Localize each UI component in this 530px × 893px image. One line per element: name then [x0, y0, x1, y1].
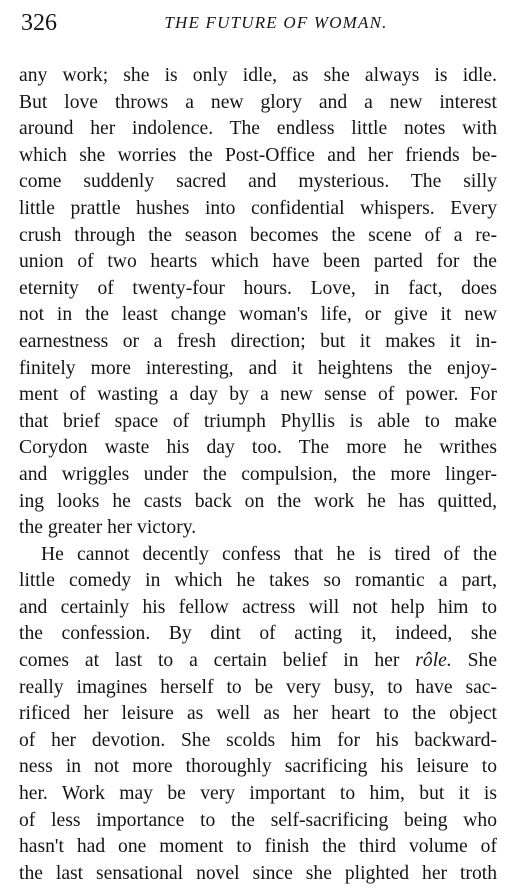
text-line: that brief space of triumph Phyllis is able to make	[19, 410, 497, 432]
text-line: the greater her victory.	[19, 517, 197, 539]
text-line: earnestness or a fresh direction; but it makes it in-	[19, 330, 497, 352]
text-line: any work; she is only idle, as she always is idle.	[19, 65, 497, 86]
text-line: of less importance to the self-sacrificing being who	[19, 809, 497, 831]
text-line: finitely more interesting, and it heightens the enjoy-	[19, 357, 497, 379]
text-line: But love throws a new glory and a new interest	[19, 91, 497, 113]
page-header	[21, 8, 505, 38]
text-line: and certainly his fellow actress will not help him to	[19, 596, 497, 618]
text-line: crush through the season becomes the scene of a re-	[19, 224, 497, 246]
text-line: little prattle hushes into confidential whispers. Every	[19, 197, 497, 219]
text-line: not in the least change woman's life, or give it new	[19, 304, 497, 326]
text-segment: She	[467, 650, 498, 672]
text-line	[19, 648, 497, 675]
text-line: her. Work may be very important to him, but it is	[19, 783, 497, 805]
page-number: 326	[21, 10, 57, 36]
text-line: ing looks he casts back on the work he has quitted,	[19, 490, 497, 512]
italic-word: rôle.	[415, 650, 452, 672]
text-line: really imagines herself to be very busy, to have sac-	[19, 676, 497, 698]
text-line: which she worries the Post-Office and her friends be-	[19, 144, 497, 166]
text-line: the confession. By dint of acting it, indeed, she	[19, 623, 497, 645]
text-line: hasn't had one moment to finish the third volume of	[19, 836, 497, 858]
text-line: ness in not more thoroughly sacrificing his leisure to	[19, 756, 497, 778]
text-line: come suddenly sacred and mysterious. The silly	[19, 171, 497, 193]
text-line: He cannot decently confess that he is tired of the	[41, 543, 497, 565]
text-line: rificed her leisure as well as her heart to the object	[19, 703, 497, 725]
text-line: eternity of twenty-four hours. Love, in fact, does	[19, 277, 497, 299]
text-line: around her indolence. The endless little notes with	[19, 118, 497, 140]
running-title: THE FUTURE OF WOMAN.	[164, 13, 388, 32]
text-line: ment of wasting a day by a new sense of power. For	[19, 384, 497, 406]
text-line: Corydon waste his day too. The more he writhes	[19, 437, 497, 459]
text-line: and wriggles under the compulsion, the more linger-	[19, 463, 497, 485]
text-line: union of two hearts which have been parted for the	[19, 251, 497, 273]
text-segment: comes at last to a certain belief in her	[19, 650, 400, 672]
text-line: little comedy in which he takes so romantic a part,	[19, 570, 497, 592]
text-line: the last sensational novel since she plighted her troth	[19, 862, 497, 884]
paragraph	[19, 542, 497, 888]
text-line: of her devotion. She scolds him for his backward-	[19, 729, 497, 751]
body-text	[19, 63, 497, 887]
paragraph	[19, 63, 497, 542]
